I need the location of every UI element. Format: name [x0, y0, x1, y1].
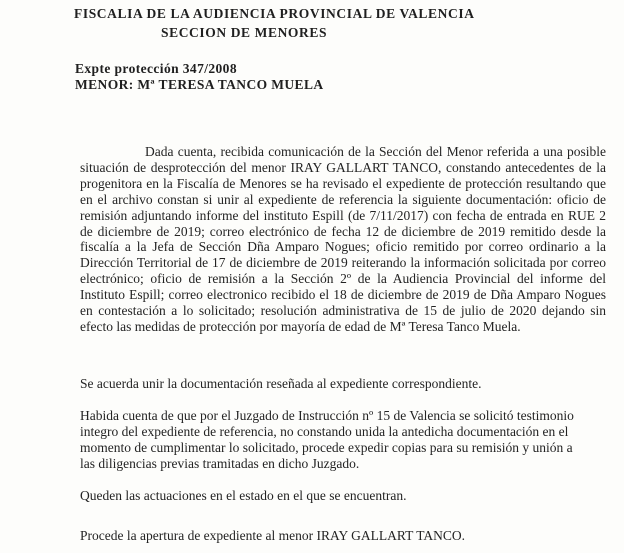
paragraph-documentation: Dada cuenta, recibida comunicación de la Sección del Menor referida a una posible situación de desprotección del menor IRAY GALLART TANCO, constando antecedentes de la progenitora en la Fiscalía de Menores se ha revisado el expediente de protección resultando que en el archivo constan si unir al expediente de referencia la siguiente documentación: oficio de remisión adjuntando informe del instituto Espill (de 7/11/2017) con fecha de entrada en RUE 2 de diciembre de 2019; correo electrónico de fecha 12 de diciembre de 2019 remitido desde la fiscalía a la Jefa de Sección Dña Amparo Nogues; oficio remitido por correo ordinario a la Dirección Territorial de 17 de diciembre de 2019 reiterando la información solicitada por correo electrónico; oficio de remisión a la Sección 2º de la Audiencia Provincial del informe del Instituto Espill; correo electronico recibido el 18 de diciembre de 2019 de Dña Amparo Nogues en contestación a lo solicitado; resolución administrativa de 15 de julio de 2020 dejando sin efecto las medidas de protección por mayoría de edad de Mª Teresa Tanco Muela. — [80, 144, 606, 334]
paragraph-court-request: Habida cuenta de que por el Juzgado de Instrucción nº 15 de Valencia se solicitó testimonio integro del expediente de referencia, no constando unida la antedicha documentación en el momento de cumplimentar lo solicitado, procede expedir copias para su remisión y unión a las diligencias previas tramitadas en dicho Juzgado. — [80, 408, 574, 471]
minor-name: MENOR: Mª TERESA TANCO MUELA — [75, 77, 324, 92]
paragraph-file-opening: Procede la apertura de expediente al menor IRAY GALLART TANCO. — [80, 528, 466, 543]
header-minors-section: SECCION DE MENORES — [161, 25, 328, 40]
header-prosecutor-office: FISCALIA DE LA AUDIENCIA PROVINCIAL DE VALENCIA — [74, 6, 475, 21]
paragraph-proceedings-state: Queden las actuaciones en el estado en el que se encuentran. — [80, 488, 407, 503]
case-number: Expte protección 347/2008 — [75, 61, 237, 76]
case-reference-block — [75, 61, 324, 93]
paragraph-agreement: Se acuerda unir la documentación reseñada al expediente correspondiente. — [80, 376, 482, 391]
